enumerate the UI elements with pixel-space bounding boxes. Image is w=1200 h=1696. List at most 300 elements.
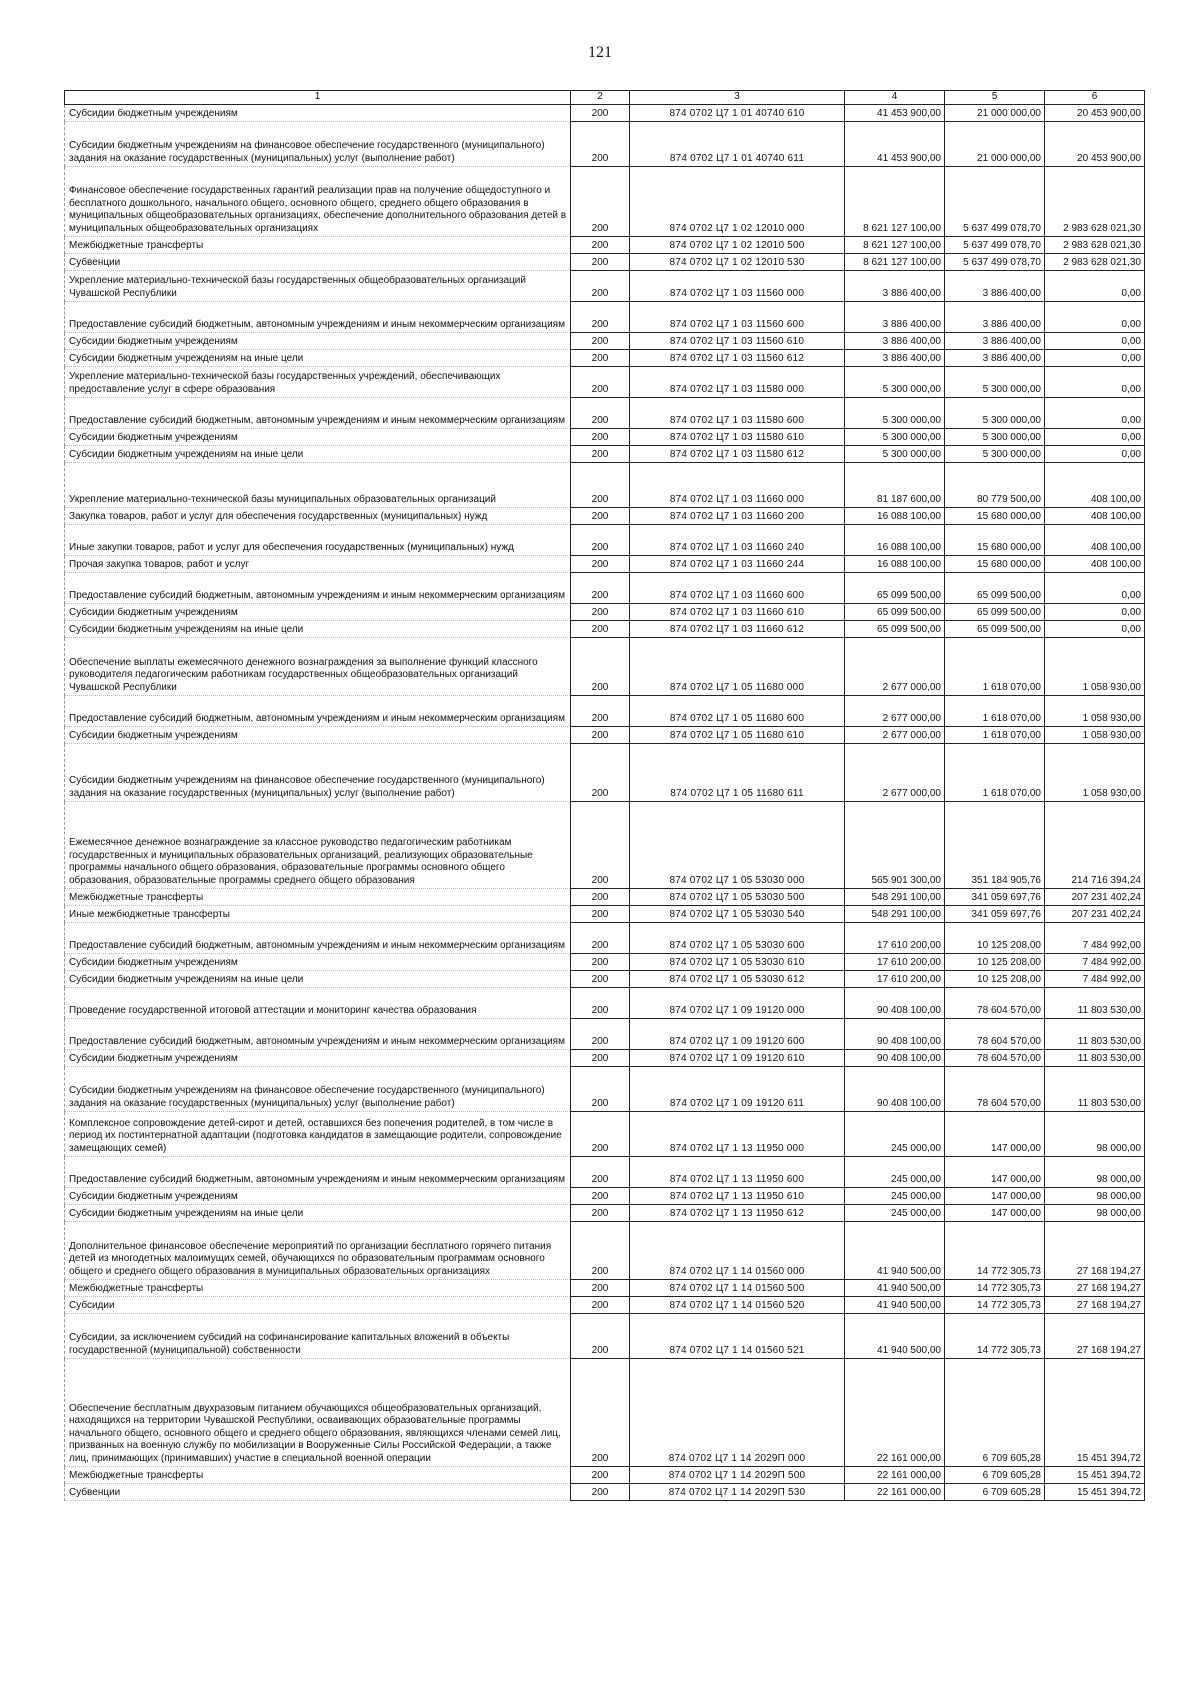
- item-code: 874 0702 Ц7 1 09 19120 610: [630, 1050, 845, 1067]
- item-code: 874 0702 Ц7 1 05 11680 600: [630, 696, 845, 727]
- item-remaining-amount: 27 168 194,27: [1045, 1222, 1145, 1280]
- table-row: [65, 1297, 1145, 1314]
- item-remaining-amount: 1 058 930,00: [1045, 696, 1145, 727]
- item-status: 200: [571, 463, 630, 508]
- item-status: 200: [571, 1205, 630, 1222]
- item-approved-amount: 3 886 400,00: [845, 350, 945, 367]
- item-code: 874 0702 Ц7 1 03 11560 000: [630, 271, 845, 302]
- item-approved-amount: 245 000,00: [845, 1188, 945, 1205]
- item-status: 200: [571, 1297, 630, 1314]
- table-row: [65, 1359, 1145, 1467]
- item-approved-amount: 16 088 100,00: [845, 556, 945, 573]
- item-status: 200: [571, 1314, 630, 1359]
- item-remaining-amount: 2 983 628 021,30: [1045, 167, 1145, 237]
- item-name: Предоставление субсидий бюджетным, автономным учреждениям и иным некоммерческим организациям: [65, 1157, 571, 1188]
- item-executed-amount: 1 618 070,00: [945, 696, 1045, 727]
- item-status: 200: [571, 638, 630, 696]
- item-code: 874 0702 Ц7 1 14 01560 500: [630, 1280, 845, 1297]
- item-approved-amount: 41 453 900,00: [845, 122, 945, 167]
- item-code: 874 0702 Ц7 1 09 19120 611: [630, 1067, 845, 1112]
- item-approved-amount: 90 408 100,00: [845, 988, 945, 1019]
- item-executed-amount: 78 604 570,00: [945, 988, 1045, 1019]
- item-name: Субсидии бюджетным учреждениям: [65, 429, 571, 446]
- item-status: 200: [571, 573, 630, 604]
- table-row: [65, 906, 1145, 923]
- item-remaining-amount: 408 100,00: [1045, 556, 1145, 573]
- item-name: Субсидии бюджетным учреждениям на иные цели: [65, 971, 571, 988]
- item-code: 874 0702 Ц7 1 05 53030 612: [630, 971, 845, 988]
- item-executed-amount: 1 618 070,00: [945, 638, 1045, 696]
- item-executed-amount: 351 184 905,76: [945, 802, 1045, 889]
- item-remaining-amount: 15 451 394,72: [1045, 1484, 1145, 1501]
- item-name: Межбюджетные трансферты: [65, 889, 571, 906]
- table-row: [65, 923, 1145, 954]
- item-approved-amount: 41 940 500,00: [845, 1314, 945, 1359]
- item-approved-amount: 548 291 100,00: [845, 889, 945, 906]
- item-status: 200: [571, 889, 630, 906]
- item-name: Субсидии бюджетным учреждениям: [65, 954, 571, 971]
- item-executed-amount: 5 300 000,00: [945, 398, 1045, 429]
- column-number-2: 2: [571, 91, 630, 105]
- item-code: 874 0702 Ц7 1 03 11580 612: [630, 446, 845, 463]
- table-row: [65, 333, 1145, 350]
- item-name: Субсидии бюджетным учреждениям на иные цели: [65, 350, 571, 367]
- item-remaining-amount: 27 168 194,27: [1045, 1297, 1145, 1314]
- item-status: 200: [571, 556, 630, 573]
- item-approved-amount: 2 677 000,00: [845, 727, 945, 744]
- item-remaining-amount: 1 058 930,00: [1045, 744, 1145, 802]
- table-row: [65, 573, 1145, 604]
- item-name: Межбюджетные трансферты: [65, 1280, 571, 1297]
- item-code: 874 0702 Ц7 1 03 11660 612: [630, 621, 845, 638]
- item-status: 200: [571, 696, 630, 727]
- item-name: Субсидии: [65, 1297, 571, 1314]
- item-name: Комплексное сопровождение детей-сирот и детей, оставшихся без попечения родителей, в том числе в период их постинтернатной адаптации (подготовка кандидатов в замещающие родители, сопровождение замещающих семей): [65, 1112, 571, 1157]
- item-remaining-amount: 1 058 930,00: [1045, 638, 1145, 696]
- item-approved-amount: 2 677 000,00: [845, 744, 945, 802]
- table-row: [65, 604, 1145, 621]
- item-status: 200: [571, 302, 630, 333]
- item-name: Предоставление субсидий бюджетным, автономным учреждениям и иным некоммерческим организациям: [65, 923, 571, 954]
- item-approved-amount: 41 940 500,00: [845, 1280, 945, 1297]
- item-executed-amount: 14 772 305,73: [945, 1280, 1045, 1297]
- item-code: 874 0702 Ц7 1 14 01560 000: [630, 1222, 845, 1280]
- item-remaining-amount: 408 100,00: [1045, 525, 1145, 556]
- table-row: [65, 1484, 1145, 1501]
- item-remaining-amount: 207 231 402,24: [1045, 889, 1145, 906]
- item-remaining-amount: 15 451 394,72: [1045, 1359, 1145, 1467]
- item-approved-amount: 41 940 500,00: [845, 1297, 945, 1314]
- item-executed-amount: 147 000,00: [945, 1112, 1045, 1157]
- item-code: 874 0702 Ц7 1 05 53030 500: [630, 889, 845, 906]
- item-executed-amount: 15 680 000,00: [945, 508, 1045, 525]
- table-row: [65, 802, 1145, 889]
- item-status: 200: [571, 1359, 630, 1467]
- item-status: 200: [571, 237, 630, 254]
- item-remaining-amount: 207 231 402,24: [1045, 906, 1145, 923]
- item-approved-amount: 2 677 000,00: [845, 638, 945, 696]
- item-code: 874 0702 Ц7 1 03 11560 600: [630, 302, 845, 333]
- item-name: Межбюджетные трансферты: [65, 237, 571, 254]
- column-number-5: 5: [945, 91, 1045, 105]
- item-approved-amount: 22 161 000,00: [845, 1467, 945, 1484]
- table-row: [65, 1188, 1145, 1205]
- item-name: Проведение государственной итоговой аттестации и мониторинг качества образования: [65, 988, 571, 1019]
- item-remaining-amount: 0,00: [1045, 573, 1145, 604]
- table-row: [65, 1314, 1145, 1359]
- item-status: 200: [571, 1157, 630, 1188]
- table-row: [65, 1067, 1145, 1112]
- item-code: 874 0702 Ц7 1 03 11560 610: [630, 333, 845, 350]
- item-remaining-amount: 2 983 628 021,30: [1045, 254, 1145, 271]
- item-code: 874 0702 Ц7 1 03 11660 240: [630, 525, 845, 556]
- item-executed-amount: 14 772 305,73: [945, 1297, 1045, 1314]
- item-executed-amount: 21 000 000,00: [945, 105, 1045, 122]
- column-number-6: 6: [1045, 91, 1145, 105]
- item-code: 874 0702 Ц7 1 09 19120 000: [630, 988, 845, 1019]
- item-status: 200: [571, 105, 630, 122]
- item-name: Предоставление субсидий бюджетным, автономным учреждениям и иным некоммерческим организациям: [65, 573, 571, 604]
- item-code: 874 0702 Ц7 1 05 11680 000: [630, 638, 845, 696]
- item-code: 874 0702 Ц7 1 13 11950 610: [630, 1188, 845, 1205]
- item-name: Субсидии бюджетным учреждениям на финансовое обеспечение государственного (муниципального) задания на оказание государственных (муниципальных) услуг (выполнение работ): [65, 122, 571, 167]
- item-approved-amount: 2 677 000,00: [845, 696, 945, 727]
- item-name: Субсидии бюджетным учреждениям: [65, 1188, 571, 1205]
- item-name: Субсидии бюджетным учреждениям на финансовое обеспечение государственного (муниципального) задания на оказание государственных (муниципальных) услуг (выполнение работ): [65, 744, 571, 802]
- item-name: Субсидии бюджетным учреждениям на иные цели: [65, 1205, 571, 1222]
- table-row: [65, 302, 1145, 333]
- item-name: Субсидии бюджетным учреждениям: [65, 1050, 571, 1067]
- item-remaining-amount: 0,00: [1045, 429, 1145, 446]
- item-remaining-amount: 408 100,00: [1045, 463, 1145, 508]
- item-approved-amount: 565 901 300,00: [845, 802, 945, 889]
- item-executed-amount: 3 886 400,00: [945, 350, 1045, 367]
- item-code: 874 0702 Ц7 1 01 40740 611: [630, 122, 845, 167]
- item-status: 200: [571, 923, 630, 954]
- item-approved-amount: 17 610 200,00: [845, 923, 945, 954]
- item-name: Субвенции: [65, 1484, 571, 1501]
- item-executed-amount: 10 125 208,00: [945, 971, 1045, 988]
- item-approved-amount: 245 000,00: [845, 1205, 945, 1222]
- item-approved-amount: 41 940 500,00: [845, 1222, 945, 1280]
- table-row: [65, 525, 1145, 556]
- item-code: 874 0702 Ц7 1 05 53030 600: [630, 923, 845, 954]
- item-executed-amount: 6 709 605,28: [945, 1467, 1045, 1484]
- item-name: Финансовое обеспечение государственных гарантий реализации прав на получение общедоступного и бесплатного дошкольного, начального общего, основного общего, среднего общего образования в муниципальных общеобразовательных организациях, обеспечение дополнительного образования детей в муниципальных общеобразовательных организациях: [65, 167, 571, 237]
- item-status: 200: [571, 1467, 630, 1484]
- item-remaining-amount: 27 168 194,27: [1045, 1314, 1145, 1359]
- item-approved-amount: 22 161 000,00: [845, 1359, 945, 1467]
- item-executed-amount: 10 125 208,00: [945, 954, 1045, 971]
- table-row: [65, 508, 1145, 525]
- item-executed-amount: 21 000 000,00: [945, 122, 1045, 167]
- item-remaining-amount: 214 716 394,24: [1045, 802, 1145, 889]
- item-status: 200: [571, 1188, 630, 1205]
- item-executed-amount: 147 000,00: [945, 1157, 1045, 1188]
- item-code: 874 0702 Ц7 1 05 53030 540: [630, 906, 845, 923]
- item-executed-amount: 14 772 305,73: [945, 1222, 1045, 1280]
- item-code: 874 0702 Ц7 1 13 11950 612: [630, 1205, 845, 1222]
- item-executed-amount: 78 604 570,00: [945, 1019, 1045, 1050]
- item-name: Субсидии бюджетным учреждениям: [65, 105, 571, 122]
- item-executed-amount: 15 680 000,00: [945, 556, 1045, 573]
- table-row: [65, 556, 1145, 573]
- item-status: 200: [571, 621, 630, 638]
- item-status: 200: [571, 1222, 630, 1280]
- item-status: 200: [571, 271, 630, 302]
- table-row: [65, 367, 1145, 398]
- budget-table: [64, 90, 1145, 1501]
- item-name: Предоставление субсидий бюджетным, автономным учреждениям и иным некоммерческим организациям: [65, 398, 571, 429]
- item-name: Укрепление материально-технической базы государственных общеобразовательных организаций Чувашской Республики: [65, 271, 571, 302]
- item-approved-amount: 90 408 100,00: [845, 1019, 945, 1050]
- item-executed-amount: 80 779 500,00: [945, 463, 1045, 508]
- item-remaining-amount: 11 803 530,00: [1045, 988, 1145, 1019]
- item-name: Субсидии бюджетным учреждениям на иные цели: [65, 446, 571, 463]
- item-approved-amount: 90 408 100,00: [845, 1067, 945, 1112]
- item-approved-amount: 90 408 100,00: [845, 1050, 945, 1067]
- item-code: 874 0702 Ц7 1 14 01560 521: [630, 1314, 845, 1359]
- item-remaining-amount: 98 000,00: [1045, 1188, 1145, 1205]
- item-status: 200: [571, 398, 630, 429]
- item-status: 200: [571, 446, 630, 463]
- item-approved-amount: 65 099 500,00: [845, 604, 945, 621]
- item-code: 874 0702 Ц7 1 09 19120 600: [630, 1019, 845, 1050]
- item-status: 200: [571, 1280, 630, 1297]
- table-row: [65, 1467, 1145, 1484]
- item-approved-amount: 65 099 500,00: [845, 573, 945, 604]
- budget-table-container: [64, 90, 1144, 1501]
- item-code: 874 0702 Ц7 1 05 11680 611: [630, 744, 845, 802]
- item-name: Субсидии бюджетным учреждениям: [65, 333, 571, 350]
- item-status: 200: [571, 508, 630, 525]
- item-approved-amount: 5 300 000,00: [845, 367, 945, 398]
- table-row: [65, 971, 1145, 988]
- table-row: [65, 1019, 1145, 1050]
- item-status: 200: [571, 367, 630, 398]
- table-row: [65, 1112, 1145, 1157]
- item-status: 200: [571, 971, 630, 988]
- item-remaining-amount: 2 983 628 021,30: [1045, 237, 1145, 254]
- table-row: [65, 429, 1145, 446]
- item-code: 874 0702 Ц7 1 02 12010 000: [630, 167, 845, 237]
- item-executed-amount: 14 772 305,73: [945, 1314, 1045, 1359]
- table-row: [65, 350, 1145, 367]
- item-remaining-amount: 98 000,00: [1045, 1157, 1145, 1188]
- item-name: Укрепление материально-технической базы государственных учреждений, обеспечивающих предоставление услуг в сфере образования: [65, 367, 571, 398]
- item-approved-amount: 5 300 000,00: [845, 446, 945, 463]
- item-code: 874 0702 Ц7 1 13 11950 000: [630, 1112, 845, 1157]
- item-code: 874 0702 Ц7 1 03 11580 600: [630, 398, 845, 429]
- item-executed-amount: 10 125 208,00: [945, 923, 1045, 954]
- item-name: Межбюджетные трансферты: [65, 1467, 571, 1484]
- item-name: Субсидии бюджетным учреждениям на иные цели: [65, 621, 571, 638]
- table-row: [65, 954, 1145, 971]
- item-status: 200: [571, 906, 630, 923]
- item-executed-amount: 1 618 070,00: [945, 744, 1045, 802]
- item-executed-amount: 65 099 500,00: [945, 621, 1045, 638]
- item-code: 874 0702 Ц7 1 03 11660 244: [630, 556, 845, 573]
- item-executed-amount: 341 059 697,76: [945, 906, 1045, 923]
- item-approved-amount: 22 161 000,00: [845, 1484, 945, 1501]
- item-code: 874 0702 Ц7 1 14 2029П 500: [630, 1467, 845, 1484]
- item-remaining-amount: 11 803 530,00: [1045, 1019, 1145, 1050]
- item-remaining-amount: 0,00: [1045, 333, 1145, 350]
- item-status: 200: [571, 1050, 630, 1067]
- item-name: Укрепление материально-технической базы муниципальных образовательных организаций: [65, 463, 571, 508]
- item-name: Прочая закупка товаров, работ и услуг: [65, 556, 571, 573]
- item-executed-amount: 5 300 000,00: [945, 429, 1045, 446]
- item-status: 200: [571, 1067, 630, 1112]
- item-executed-amount: 6 709 605,28: [945, 1359, 1045, 1467]
- column-number-row: [65, 91, 1145, 105]
- table-row: [65, 1050, 1145, 1067]
- item-code: 874 0702 Ц7 1 03 11660 000: [630, 463, 845, 508]
- item-name: Субвенции: [65, 254, 571, 271]
- item-code: 874 0702 Ц7 1 02 12010 500: [630, 237, 845, 254]
- table-row: [65, 271, 1145, 302]
- column-number-3: 3: [630, 91, 845, 105]
- item-name: Дополнительное финансовое обеспечение мероприятий по организации бесплатного горячего питания детей из многодетных малоимущих семей, обучающихся по образовательным программам основного общего и среднего общего образования в муниципальных образовательных организациях: [65, 1222, 571, 1280]
- item-code: 874 0702 Ц7 1 05 53030 000: [630, 802, 845, 889]
- item-approved-amount: 8 621 127 100,00: [845, 254, 945, 271]
- item-remaining-amount: 408 100,00: [1045, 508, 1145, 525]
- table-row: [65, 1280, 1145, 1297]
- item-code: 874 0702 Ц7 1 03 11660 610: [630, 604, 845, 621]
- item-approved-amount: 81 187 600,00: [845, 463, 945, 508]
- item-executed-amount: 6 709 605,28: [945, 1484, 1045, 1501]
- item-remaining-amount: 20 453 900,00: [1045, 122, 1145, 167]
- item-code: 874 0702 Ц7 1 02 12010 530: [630, 254, 845, 271]
- item-status: 200: [571, 167, 630, 237]
- item-remaining-amount: 11 803 530,00: [1045, 1067, 1145, 1112]
- item-code: 874 0702 Ц7 1 14 2029П 530: [630, 1484, 845, 1501]
- item-name: Обеспечение выплаты ежемесячного денежного вознаграждения за выполнение функций классного руководителя педагогическим работникам государственных общеобразовательных организаций Чувашской Республики: [65, 638, 571, 696]
- item-status: 200: [571, 604, 630, 621]
- column-number-1: 1: [65, 91, 571, 105]
- item-remaining-amount: 0,00: [1045, 367, 1145, 398]
- item-remaining-amount: 0,00: [1045, 350, 1145, 367]
- item-status: 200: [571, 1484, 630, 1501]
- item-approved-amount: 17 610 200,00: [845, 971, 945, 988]
- item-remaining-amount: 7 484 992,00: [1045, 954, 1145, 971]
- item-name: Предоставление субсидий бюджетным, автономным учреждениям и иным некоммерческим организациям: [65, 302, 571, 333]
- item-executed-amount: 341 059 697,76: [945, 889, 1045, 906]
- item-approved-amount: 5 300 000,00: [845, 398, 945, 429]
- table-row: [65, 446, 1145, 463]
- table-row: [65, 237, 1145, 254]
- item-status: 200: [571, 802, 630, 889]
- item-remaining-amount: 0,00: [1045, 302, 1145, 333]
- item-name: Закупка товаров, работ и услуг для обеспечения государственных (муниципальных) нужд: [65, 508, 571, 525]
- item-remaining-amount: 27 168 194,27: [1045, 1280, 1145, 1297]
- item-approved-amount: 65 099 500,00: [845, 621, 945, 638]
- item-status: 200: [571, 525, 630, 556]
- item-name: Предоставление субсидий бюджетным, автономным учреждениям и иным некоммерческим организациям: [65, 696, 571, 727]
- table-row: [65, 463, 1145, 508]
- item-approved-amount: 245 000,00: [845, 1112, 945, 1157]
- item-executed-amount: 147 000,00: [945, 1188, 1045, 1205]
- item-remaining-amount: 0,00: [1045, 446, 1145, 463]
- item-approved-amount: 8 621 127 100,00: [845, 237, 945, 254]
- item-approved-amount: 3 886 400,00: [845, 333, 945, 350]
- item-code: 874 0702 Ц7 1 14 2029П 000: [630, 1359, 845, 1467]
- item-name: Субсидии бюджетным учреждениям на финансовое обеспечение государственного (муниципального) задания на оказание государственных (муниципальных) услуг (выполнение работ): [65, 1067, 571, 1112]
- item-approved-amount: 245 000,00: [845, 1157, 945, 1188]
- item-status: 200: [571, 954, 630, 971]
- item-executed-amount: 78 604 570,00: [945, 1067, 1045, 1112]
- item-remaining-amount: 1 058 930,00: [1045, 727, 1145, 744]
- item-executed-amount: 5 300 000,00: [945, 367, 1045, 398]
- item-approved-amount: 3 886 400,00: [845, 302, 945, 333]
- item-code: 874 0702 Ц7 1 03 11660 200: [630, 508, 845, 525]
- item-status: 200: [571, 350, 630, 367]
- item-approved-amount: 3 886 400,00: [845, 271, 945, 302]
- item-status: 200: [571, 727, 630, 744]
- item-remaining-amount: 7 484 992,00: [1045, 971, 1145, 988]
- item-remaining-amount: 0,00: [1045, 398, 1145, 429]
- table-row: [65, 727, 1145, 744]
- item-approved-amount: 17 610 200,00: [845, 954, 945, 971]
- table-row: [65, 254, 1145, 271]
- item-code: 874 0702 Ц7 1 03 11580 000: [630, 367, 845, 398]
- item-executed-amount: 5 637 499 078,70: [945, 254, 1045, 271]
- item-code: 874 0702 Ц7 1 03 11660 600: [630, 573, 845, 604]
- item-remaining-amount: 7 484 992,00: [1045, 923, 1145, 954]
- page-number: 121: [588, 44, 612, 61]
- item-executed-amount: 5 637 499 078,70: [945, 237, 1045, 254]
- item-status: 200: [571, 254, 630, 271]
- item-name: Иные закупки товаров, работ и услуг для обеспечения государственных (муниципальных) нужд: [65, 525, 571, 556]
- table-row: [65, 122, 1145, 167]
- item-name: Иные межбюджетные трансферты: [65, 906, 571, 923]
- item-status: 200: [571, 333, 630, 350]
- item-executed-amount: 65 099 500,00: [945, 604, 1045, 621]
- item-remaining-amount: 11 803 530,00: [1045, 1050, 1145, 1067]
- item-remaining-amount: 98 000,00: [1045, 1112, 1145, 1157]
- table-row: [65, 105, 1145, 122]
- item-code: 874 0702 Ц7 1 05 53030 610: [630, 954, 845, 971]
- table-row: [65, 889, 1145, 906]
- table-row: [65, 696, 1145, 727]
- item-executed-amount: 3 886 400,00: [945, 302, 1045, 333]
- item-code: 874 0702 Ц7 1 05 11680 610: [630, 727, 845, 744]
- table-body: [65, 105, 1145, 1501]
- item-code: 874 0702 Ц7 1 14 01560 520: [630, 1297, 845, 1314]
- table-row: [65, 1222, 1145, 1280]
- item-executed-amount: 65 099 500,00: [945, 573, 1045, 604]
- table-row: [65, 1205, 1145, 1222]
- item-approved-amount: 5 300 000,00: [845, 429, 945, 446]
- table-row: [65, 988, 1145, 1019]
- item-status: 200: [571, 1019, 630, 1050]
- item-name: Субсидии, за исключением субсидий на софинансирование капитальных вложений в объекты государственной (муниципальной) собственности: [65, 1314, 571, 1359]
- item-code: 874 0702 Ц7 1 13 11950 600: [630, 1157, 845, 1188]
- item-executed-amount: 5 637 499 078,70: [945, 167, 1045, 237]
- item-status: 200: [571, 122, 630, 167]
- item-status: 200: [571, 1112, 630, 1157]
- table-row: [65, 167, 1145, 237]
- item-remaining-amount: 20 453 900,00: [1045, 105, 1145, 122]
- item-name: Ежемесячное денежное вознаграждение за классное руководство педагогическим работникам государственных и муниципальных образовательных организаций, реализующих образовательные программы начального общего образования, образовательные программы основного общего образования, образовательные программы среднего общего образования: [65, 802, 571, 889]
- item-executed-amount: 15 680 000,00: [945, 525, 1045, 556]
- table-row: [65, 744, 1145, 802]
- item-approved-amount: 8 621 127 100,00: [845, 167, 945, 237]
- item-remaining-amount: 0,00: [1045, 604, 1145, 621]
- item-approved-amount: 16 088 100,00: [845, 525, 945, 556]
- item-code: 874 0702 Ц7 1 03 11580 610: [630, 429, 845, 446]
- item-executed-amount: 78 604 570,00: [945, 1050, 1045, 1067]
